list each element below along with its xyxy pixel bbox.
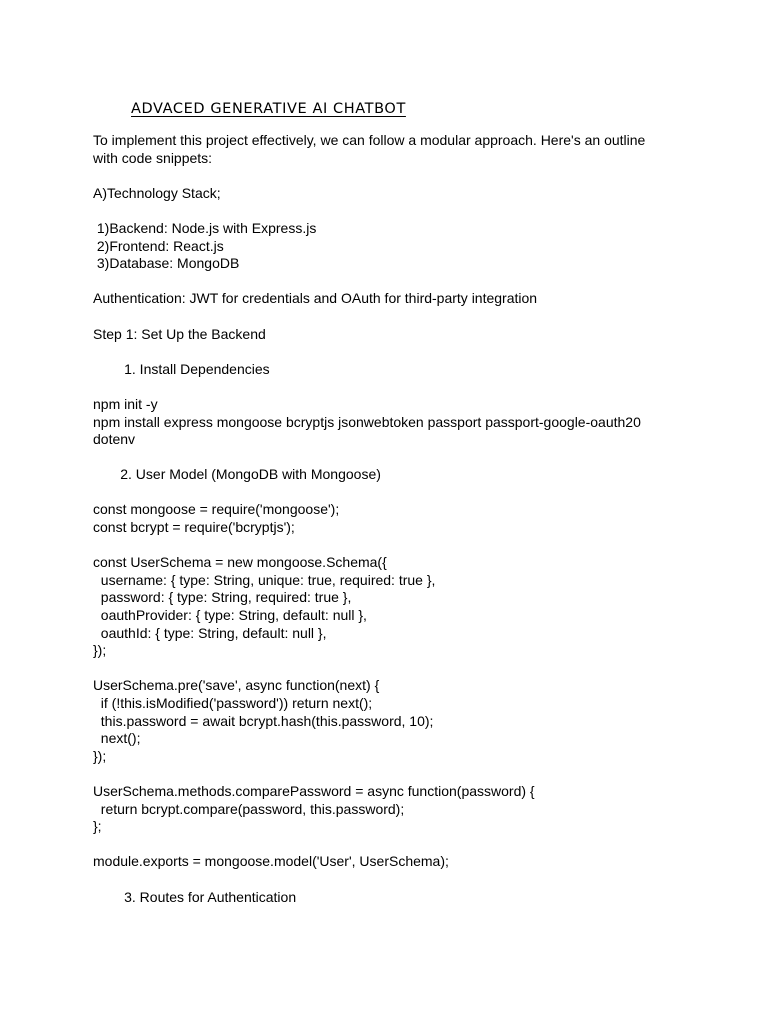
code-line: }); [93,747,107,764]
code-line: module.exports = mongoose.model('User', UserSchema); [93,853,449,870]
step-heading: Step 1: Set Up the Backend [93,325,266,342]
tech-stack-item: 2)Frontend: React.js [93,237,224,254]
code-line: dotenv [93,431,136,448]
code-line: return bcrypt.compare(password, this.password); [93,800,405,817]
spacer [93,660,673,678]
spacer [93,167,673,185]
sub-heading: 3. Routes for Authentication [93,888,297,905]
spacer [93,484,673,502]
intro-paragraph: To implement this project effectively, we can follow a modular approach. Here's an outline with code snippets: [93,132,646,166]
spacer [93,871,673,889]
code-line: }); [93,642,107,659]
spacer [93,378,673,396]
spacer [93,449,673,467]
spacer [93,765,673,783]
code-line: this.password = await bcrypt.hash(this.password, 10); [93,712,434,729]
code-line: next(); [93,730,141,747]
spacer [93,273,673,291]
tech-stack-item: 3)Database: MongoDB [93,255,240,272]
spacer [93,537,673,555]
tech-stack-item: 1)Backend: Node.js with Express.js [93,219,317,236]
code-line: password: { type: String, required: true }, [93,589,352,606]
code-line: oauthId: { type: String, default: null }, [93,624,327,641]
code-line: const mongoose = require('mongoose'); [93,501,340,518]
spacer [93,343,673,361]
code-line: UserSchema.methods.comparePassword = async function(password) { [93,782,535,799]
sub-heading: 1. Install Dependencies [93,360,270,377]
code-line: if (!this.isModified('password')) return next(); [93,695,373,711]
spacer [93,202,673,220]
spacer [93,836,673,854]
document-body [93,132,673,906]
tech-stack-heading: A)Technology Stack; [93,184,221,201]
code-line: const bcrypt = require('bcryptjs'); [93,519,295,536]
sub-heading: 2. User Model (MongoDB with Mongoose) [93,466,381,483]
code-line: }; [93,818,102,835]
code-line: npm install express mongoose bcryptjs jsonwebtoken passport passport-google-oauth20 [93,413,641,430]
authentication-line: Authentication: JWT for credentials and OAuth for third-party integration [93,290,538,307]
code-line: const UserSchema = new mongoose.Schema({ [93,554,387,571]
code-line: username: { type: String, unique: true, required: true }, [93,571,436,588]
code-line: npm init -y [93,395,158,412]
document-title: ADVACED GENERATIVE AI CHATBOT [131,101,406,117]
code-line: UserSchema.pre('save', async function(next) { [93,677,380,694]
spacer [93,308,673,326]
code-line: oauthProvider: { type: String, default: null }, [93,607,367,624]
